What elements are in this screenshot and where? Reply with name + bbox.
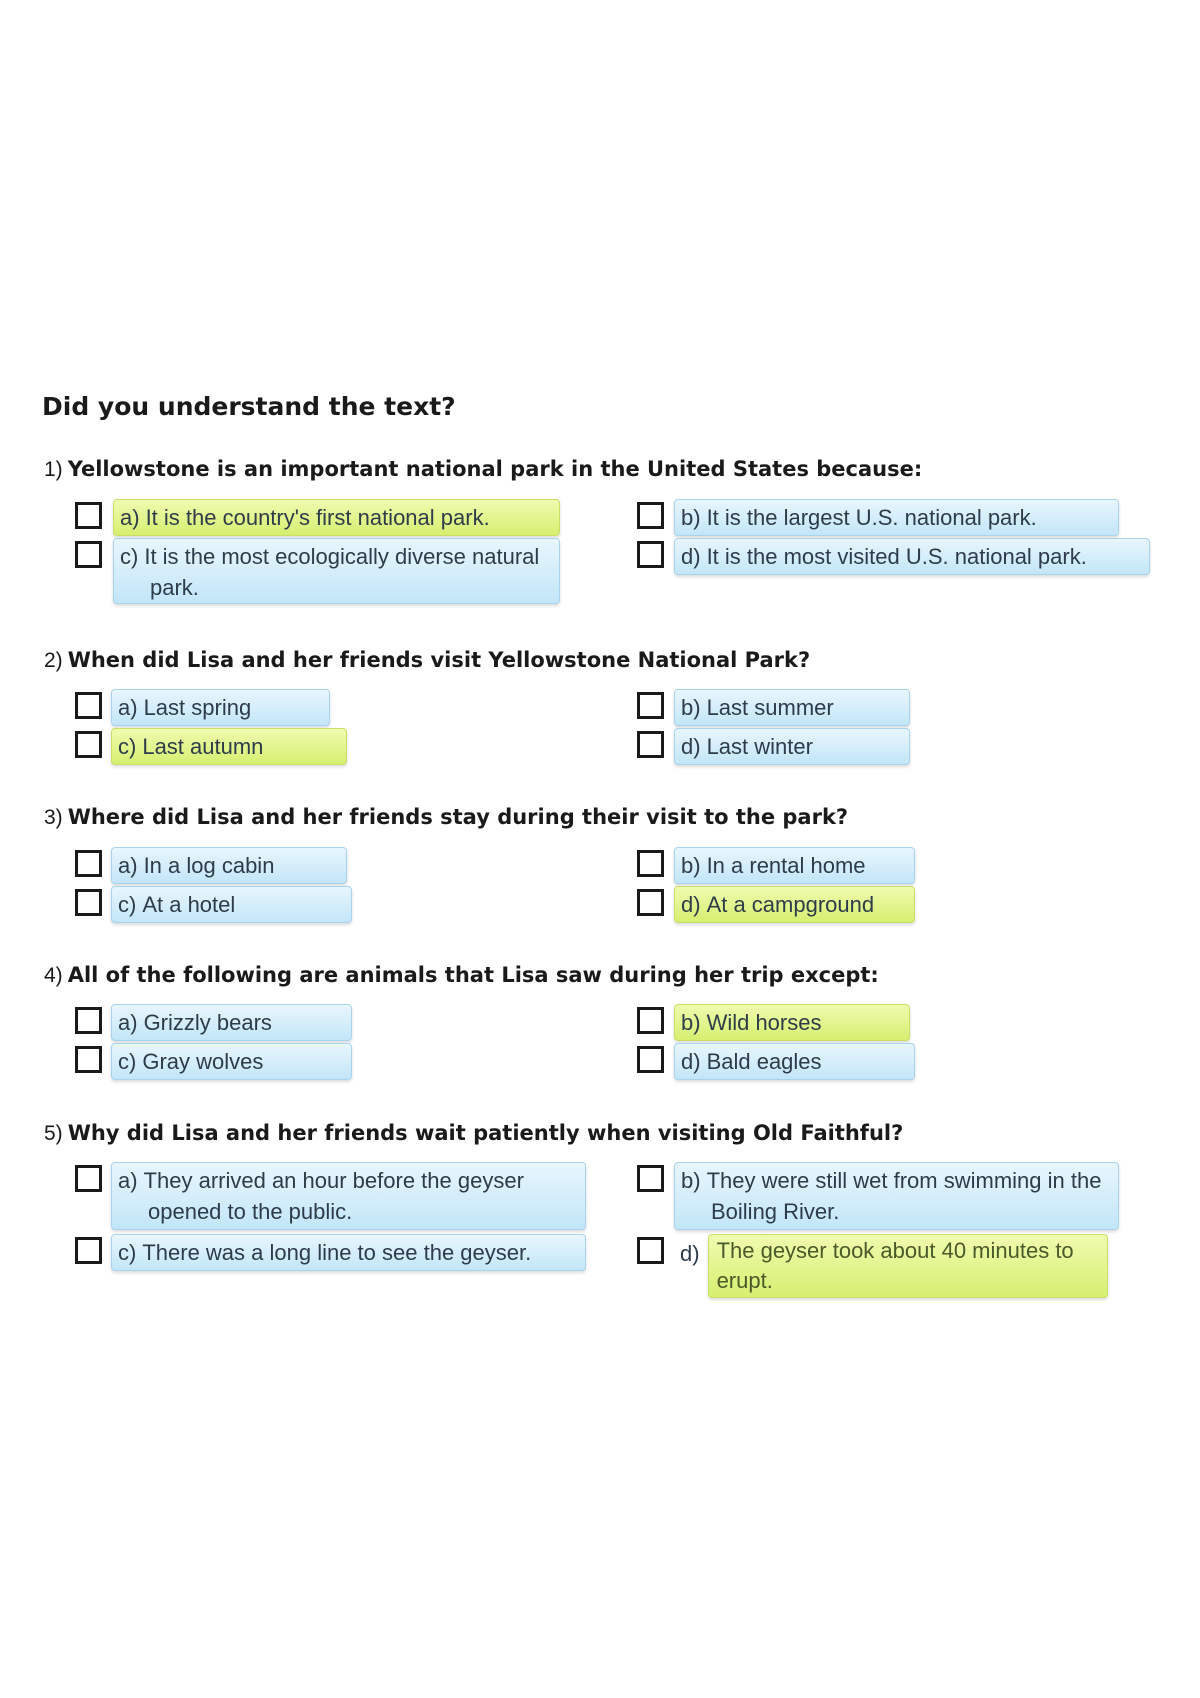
option-label: c) xyxy=(118,1049,137,1074)
q4-option-d-checkbox[interactable] xyxy=(637,1046,664,1073)
option-text: They were still wet from swimming in the Boiling River. xyxy=(706,1168,1102,1224)
q1-option-b[interactable] xyxy=(674,499,1119,536)
option-label: b) xyxy=(681,695,701,720)
question-2-text xyxy=(44,648,810,673)
q4-option-d[interactable] xyxy=(674,1043,915,1080)
q1-option-d-checkbox[interactable] xyxy=(637,541,664,568)
question-1-text xyxy=(44,457,922,482)
q2-option-a-checkbox[interactable] xyxy=(75,692,102,719)
q5-option-b-checkbox[interactable] xyxy=(637,1165,664,1192)
question-number: 4) xyxy=(44,964,63,987)
q2-option-a[interactable] xyxy=(111,689,330,726)
option-text: There was a long line to see the geyser. xyxy=(142,1240,532,1265)
question-text: Yellowstone is an important national park in the United States because: xyxy=(67,457,923,481)
option-text: They arrived an hour before the geyser opened to the public. xyxy=(143,1168,524,1224)
q3-option-c[interactable] xyxy=(111,886,352,923)
q4-option-c-checkbox[interactable] xyxy=(75,1046,102,1073)
q2-option-c-checkbox[interactable] xyxy=(75,731,102,758)
option-label: b) xyxy=(681,1010,701,1035)
q3-option-c-checkbox[interactable] xyxy=(75,889,102,916)
q4-option-a-checkbox[interactable] xyxy=(75,1007,102,1034)
option-label: d) xyxy=(681,734,701,759)
question-text: All of the following are animals that Lisa saw during her trip except: xyxy=(67,963,879,987)
q5-option-d[interactable] xyxy=(680,1234,1155,1302)
option-text: It is the most visited U.S. national park. xyxy=(706,544,1087,569)
q3-option-b[interactable] xyxy=(674,847,915,884)
q2-option-c[interactable] xyxy=(111,728,347,765)
option-text: Grizzly bears xyxy=(143,1010,272,1035)
q5-option-c[interactable] xyxy=(111,1234,586,1271)
q5-option-b[interactable] xyxy=(674,1162,1119,1230)
option-label: a) xyxy=(120,505,140,530)
option-label: c) xyxy=(120,544,139,569)
question-number: 3) xyxy=(44,806,63,829)
q3-option-b-checkbox[interactable] xyxy=(637,850,664,877)
question-number: 2) xyxy=(44,649,63,672)
option-label: d) xyxy=(681,1049,701,1074)
q4-option-a[interactable] xyxy=(111,1004,352,1041)
option-text: It is the largest U.S. national park. xyxy=(706,505,1037,530)
option-text: Last winter xyxy=(706,734,813,759)
q3-option-d[interactable] xyxy=(674,886,915,923)
option-label: a) xyxy=(118,1010,138,1035)
option-text: The geyser took about 40 minutes to erupt. xyxy=(708,1234,1108,1298)
q3-option-a-checkbox[interactable] xyxy=(75,850,102,877)
option-label: d) xyxy=(681,892,701,917)
option-label: a) xyxy=(118,1168,138,1193)
option-text: Bald eagles xyxy=(706,1049,822,1074)
q1-option-d[interactable] xyxy=(674,538,1150,575)
q1-option-a[interactable] xyxy=(113,499,560,536)
question-4-text xyxy=(44,963,879,988)
option-label: c) xyxy=(118,892,137,917)
question-number: 5) xyxy=(44,1122,63,1145)
page-title: Did you understand the text? xyxy=(42,392,456,421)
question-text: When did Lisa and her friends visit Yellowstone National Park? xyxy=(67,648,811,672)
question-number: 1) xyxy=(44,458,63,481)
option-text: At a campground xyxy=(706,892,875,917)
q5-option-a[interactable] xyxy=(111,1162,586,1230)
q5-option-a-checkbox[interactable] xyxy=(75,1165,102,1192)
option-text: In a log cabin xyxy=(143,853,275,878)
q1-option-c-checkbox[interactable] xyxy=(75,541,102,568)
option-label: b) xyxy=(681,505,701,530)
option-text: Last summer xyxy=(706,695,834,720)
q1-option-a-checkbox[interactable] xyxy=(75,502,102,529)
option-text: Last spring xyxy=(143,695,252,720)
option-label: a) xyxy=(118,695,138,720)
q4-option-b[interactable] xyxy=(674,1004,910,1041)
q2-option-b[interactable] xyxy=(674,689,910,726)
option-label: c) xyxy=(118,1240,137,1265)
option-label: b) xyxy=(681,853,701,878)
q2-option-d[interactable] xyxy=(674,728,910,765)
q2-option-d-checkbox[interactable] xyxy=(637,731,664,758)
question-3-text xyxy=(44,805,848,830)
option-label: a) xyxy=(118,853,138,878)
q1-option-b-checkbox[interactable] xyxy=(637,502,664,529)
option-text: It is the country's first national park. xyxy=(145,505,490,530)
question-5-text xyxy=(44,1121,903,1146)
option-label: c) xyxy=(118,734,137,759)
q4-option-c[interactable] xyxy=(111,1043,352,1080)
option-text: It is the most ecologically diverse natural park. xyxy=(144,544,540,600)
q3-option-d-checkbox[interactable] xyxy=(637,889,664,916)
question-text: Why did Lisa and her friends wait patiently when visiting Old Faithful? xyxy=(67,1121,904,1145)
q5-option-c-checkbox[interactable] xyxy=(75,1237,102,1264)
option-text: At a hotel xyxy=(142,892,236,917)
q5-option-d-checkbox[interactable] xyxy=(637,1237,664,1264)
q4-option-b-checkbox[interactable] xyxy=(637,1007,664,1034)
q3-option-a[interactable] xyxy=(111,847,347,884)
option-text: Wild horses xyxy=(706,1010,822,1035)
q1-option-c[interactable] xyxy=(113,538,560,604)
question-text: Where did Lisa and her friends stay during their visit to the park? xyxy=(67,805,849,829)
option-text: Gray wolves xyxy=(142,1049,264,1074)
option-label: d) xyxy=(680,1241,700,1266)
option-label: d) xyxy=(681,544,701,569)
option-text: In a rental home xyxy=(706,853,866,878)
option-label: b) xyxy=(681,1168,701,1193)
option-text: Last autumn xyxy=(142,734,264,759)
q2-option-b-checkbox[interactable] xyxy=(637,692,664,719)
